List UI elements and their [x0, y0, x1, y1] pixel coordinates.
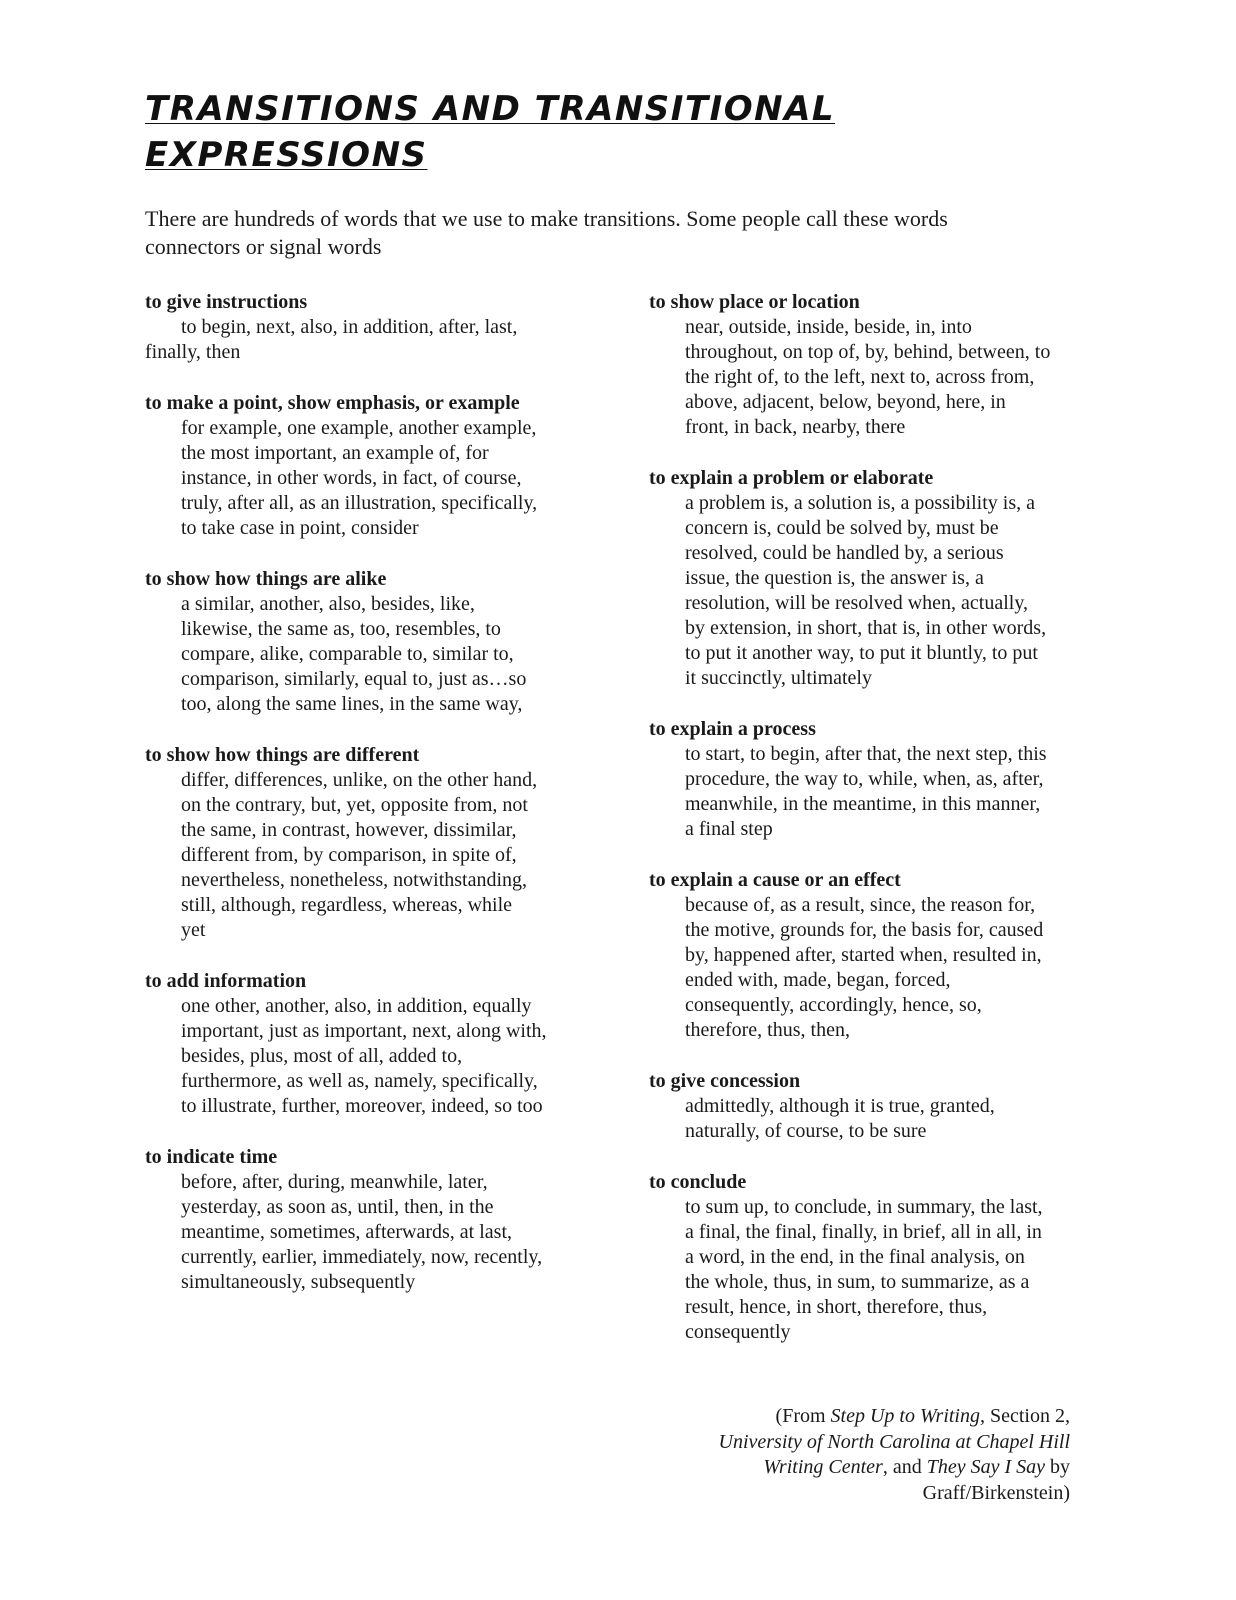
transition-category	[145, 1145, 605, 1295]
word-line: truly, after all, as an illustration, specifically,	[181, 492, 538, 514]
category-heading: to show how things are different	[145, 744, 420, 766]
word-line: differ, differences, unlike, on the other hand,	[181, 769, 538, 791]
transition-category	[649, 1170, 1109, 1345]
left-column	[145, 290, 605, 1321]
word-line: the same, in contrast, however, dissimilar,	[181, 819, 517, 841]
transition-category	[649, 290, 1109, 440]
citation-text: (From	[775, 1405, 831, 1427]
word-line: the most important, an example of, for	[181, 442, 489, 464]
word-line: a final, the final, finally, in brief, all in all, in	[685, 1221, 1042, 1243]
word-line: admittedly, although it is true, granted,	[685, 1095, 995, 1117]
transition-category	[145, 969, 605, 1119]
transition-category	[649, 717, 1109, 842]
category-heading: to give instructions	[145, 291, 308, 313]
category-words	[145, 315, 605, 365]
word-line: different from, by comparison, in spite of,	[181, 844, 517, 866]
word-line: it succinctly, ultimately	[685, 667, 872, 689]
word-line: ended with, made, began, forced,	[685, 969, 951, 991]
category-heading: to give concession	[649, 1070, 801, 1092]
transition-category	[145, 743, 605, 943]
word-line: therefore, thus, then,	[685, 1019, 850, 1041]
word-line: on the contrary, but, yet, opposite from, not	[181, 794, 528, 816]
word-line: above, adjacent, below, beyond, here, in	[685, 391, 1006, 413]
citation-book-title: Step Up to Writing,	[830, 1405, 985, 1427]
category-words	[685, 1195, 1109, 1345]
word-line: besides, plus, most of all, added to,	[181, 1045, 463, 1067]
word-line: concern is, could be solved by, must be	[685, 517, 999, 539]
word-line: by, happened after, started when, resulted in,	[685, 944, 1042, 966]
citation-book-title: They Say I Say	[926, 1456, 1045, 1478]
word-line: before, after, during, meanwhile, later,	[181, 1171, 488, 1193]
intro-line-1: There are hundreds of words that we use to make transitions. Some people call these words	[145, 206, 948, 231]
word-line: naturally, of course, to be sure	[685, 1120, 927, 1142]
category-heading: to explain a process	[649, 718, 816, 740]
category-heading: to make a point, show emphasis, or example	[145, 392, 520, 414]
category-heading: to add information	[145, 970, 307, 992]
word-line: to put it another way, to put it bluntly, to put	[685, 642, 1038, 664]
word-line: resolved, could be handled by, a serious	[685, 542, 1004, 564]
word-line: currently, earlier, immediately, now, recently,	[181, 1246, 543, 1268]
word-line: too, along the same lines, in the same way,	[181, 693, 523, 715]
word-line: by extension, in short, that is, in other words,	[685, 617, 1047, 639]
word-line: to illustrate, further, moreover, indeed, so too	[181, 1095, 543, 1117]
word-line: finally, then	[145, 341, 241, 363]
word-line: comparison, similarly, equal to, just as…so	[181, 668, 527, 690]
category-words	[685, 315, 1109, 440]
word-line: meanwhile, in the meantime, in this manner,	[685, 793, 1041, 815]
citation-text: Section 2,	[985, 1405, 1070, 1427]
category-words	[685, 491, 1109, 691]
title-line-1: TRANSITIONS AND TRANSITIONAL	[145, 89, 836, 129]
transition-category	[145, 290, 605, 365]
category-words	[685, 893, 1109, 1043]
word-line: one other, another, also, in addition, equally	[181, 995, 532, 1017]
word-line: still, although, regardless, whereas, while	[181, 894, 513, 916]
right-column	[649, 290, 1109, 1371]
word-line: a word, in the end, in the final analysis, on	[685, 1246, 1025, 1268]
word-line: throughout, on top of, by, behind, between, to	[685, 341, 1051, 363]
word-line: procedure, the way to, while, when, as, after,	[685, 768, 1044, 790]
category-heading: to indicate time	[145, 1146, 278, 1168]
word-line: yesterday, as soon as, until, then, in the	[181, 1196, 494, 1218]
word-line: issue, the question is, the answer is, a	[685, 567, 984, 589]
citation-text: by	[1045, 1456, 1070, 1478]
category-words	[685, 742, 1109, 842]
word-line: result, hence, in short, therefore, thus,	[685, 1296, 988, 1318]
intro-paragraph	[145, 205, 1105, 261]
page-title	[145, 86, 865, 178]
category-heading: to show place or location	[649, 291, 860, 313]
word-line: meantime, sometimes, afterwards, at last,	[181, 1221, 513, 1243]
citation-organization: Writing Center	[763, 1456, 883, 1478]
word-line: consequently	[685, 1321, 791, 1343]
intro-line-2: connectors or signal words	[145, 234, 382, 259]
category-words	[181, 592, 605, 717]
category-heading: to explain a cause or an effect	[649, 869, 901, 891]
category-words	[181, 1170, 605, 1295]
title-line-2: EXPRESSIONS	[145, 135, 428, 175]
category-heading: to conclude	[649, 1171, 747, 1193]
citation-text: , and	[882, 1456, 927, 1478]
word-line: to sum up, to conclude, in summary, the last,	[685, 1196, 1043, 1218]
word-line: compare, alike, comparable to, similar to,	[181, 643, 514, 665]
word-line: near, outside, inside, beside, in, into	[685, 316, 972, 338]
source-citation	[650, 1404, 1070, 1506]
transition-category	[145, 391, 605, 541]
category-words	[181, 768, 605, 943]
word-line: to take case in point, consider	[181, 517, 419, 539]
word-line: yet	[181, 919, 206, 941]
word-line: the whole, thus, in sum, to summarize, as a	[685, 1271, 1030, 1293]
word-line: because of, as a result, since, the reason for,	[685, 894, 1036, 916]
word-line: a final step	[685, 818, 773, 840]
category-words	[181, 994, 605, 1119]
transition-category	[145, 567, 605, 717]
word-line: instance, in other words, in fact, of course,	[181, 467, 522, 489]
category-words	[181, 416, 605, 541]
category-words	[685, 1094, 1109, 1144]
word-line: consequently, accordingly, hence, so,	[685, 994, 982, 1016]
word-line: resolution, will be resolved when, actually,	[685, 592, 1029, 614]
word-line: the right of, to the left, next to, across from,	[685, 366, 1035, 388]
citation-organization: University of North Carolina at Chapel Hill	[718, 1430, 1070, 1453]
transition-category	[649, 1069, 1109, 1144]
category-heading: to show how things are alike	[145, 568, 387, 590]
word-line: likewise, the same as, too, resembles, to	[181, 618, 501, 640]
citation-authors: Graff/Birkenstein)	[922, 1481, 1070, 1504]
transition-category	[649, 868, 1109, 1043]
word-line: the motive, grounds for, the basis for, caused	[685, 919, 1044, 941]
word-line: to start, to begin, after that, the next step, this	[685, 743, 1047, 765]
word-line: for example, one example, another example,	[181, 417, 537, 439]
transition-category	[649, 466, 1109, 691]
word-line: a similar, another, also, besides, like,	[181, 593, 475, 615]
category-heading: to explain a problem or elaborate	[649, 467, 934, 489]
word-line: front, in back, nearby, there	[685, 416, 906, 438]
word-line: a problem is, a solution is, a possibility is, a	[685, 492, 1035, 514]
word-line: to begin, next, also, in addition, after, last,	[181, 316, 518, 338]
word-line: important, just as important, next, along with,	[181, 1020, 547, 1042]
word-line: nevertheless, nonetheless, notwithstanding,	[181, 869, 528, 891]
word-line: simultaneously, subsequently	[181, 1271, 416, 1293]
word-line: furthermore, as well as, namely, specifically,	[181, 1070, 538, 1092]
